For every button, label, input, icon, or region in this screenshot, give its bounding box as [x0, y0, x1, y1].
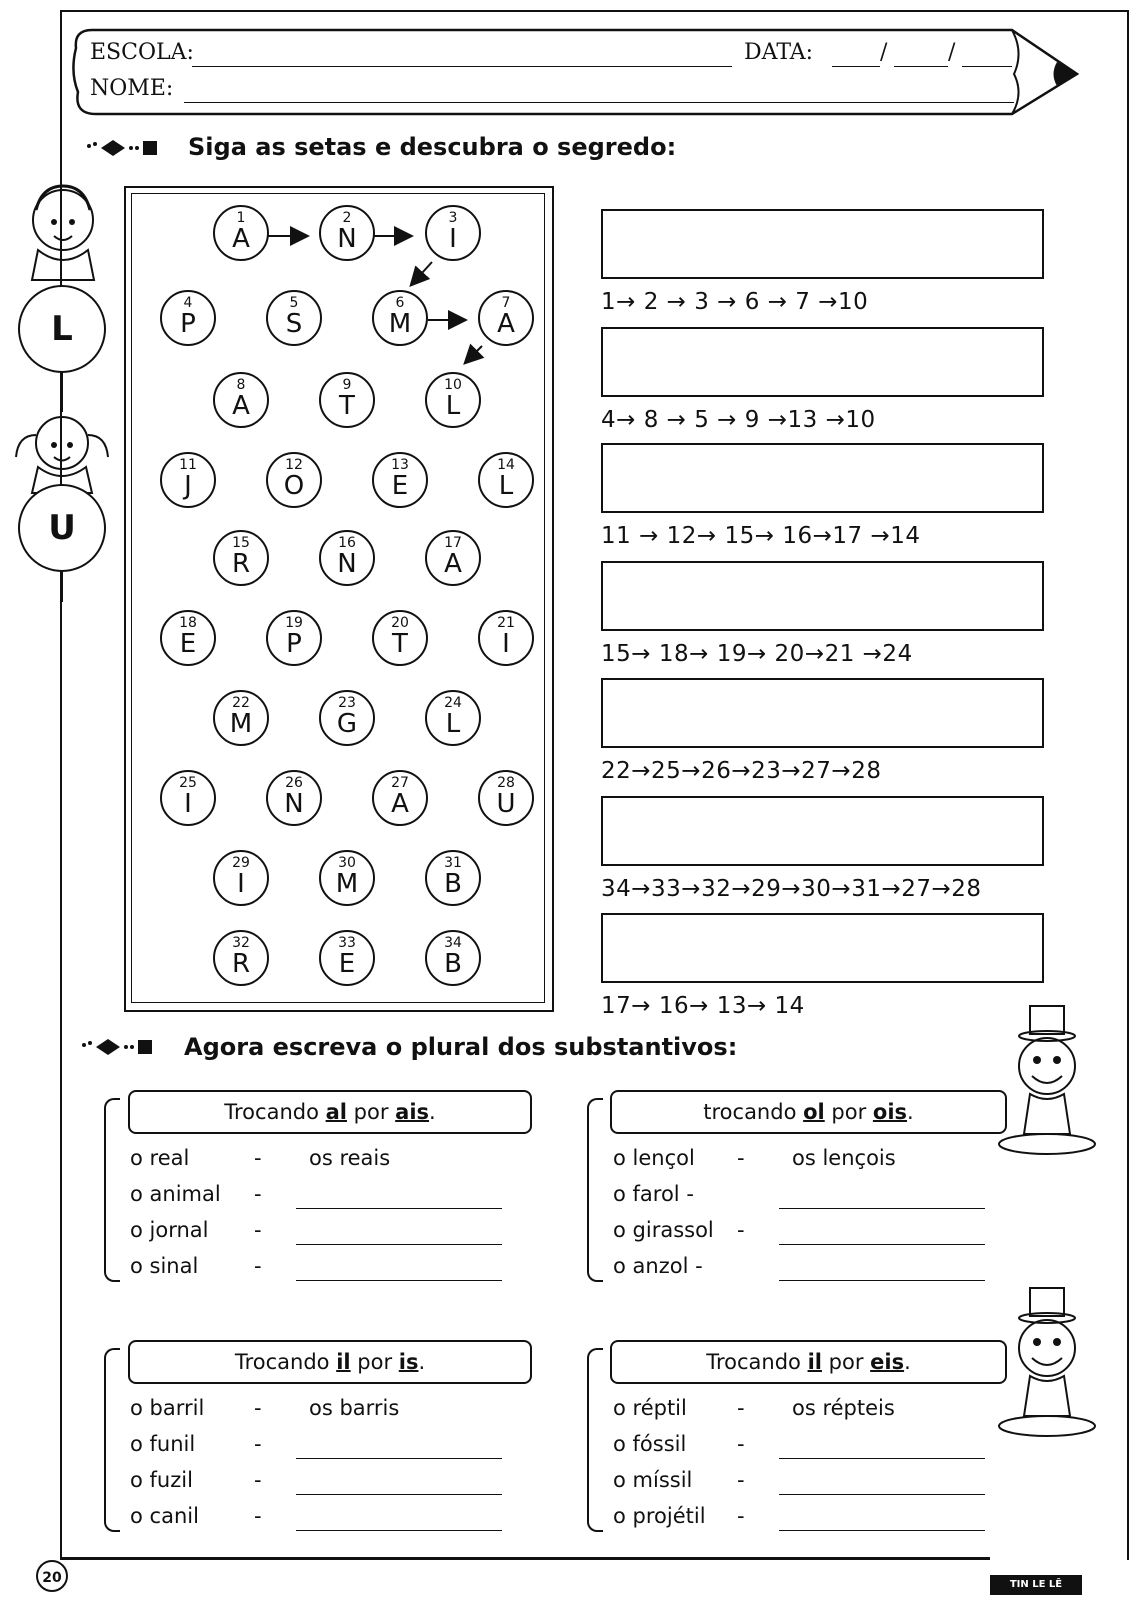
rule-post: .: [904, 1350, 911, 1374]
name-label: NOME:: [90, 76, 174, 101]
singular-word: o míssil: [613, 1468, 693, 1492]
monkey-illustration: [992, 1002, 1102, 1162]
row-dash: -: [737, 1146, 745, 1170]
singular-word: o réptil: [613, 1396, 687, 1420]
row-dash: -: [254, 1504, 262, 1528]
rule-label: [128, 1340, 532, 1384]
circle-letter: G: [336, 709, 358, 739]
circle-letter: N: [284, 789, 304, 819]
plural-blank-field[interactable]: [296, 1280, 502, 1281]
circle-letter: P: [286, 629, 302, 659]
circle-number: 33: [338, 935, 356, 951]
singular-word: o projétil: [613, 1504, 706, 1528]
rule-pre: Trocando: [234, 1350, 337, 1374]
circle-letter: T: [339, 391, 355, 421]
singular-word: o real: [130, 1146, 190, 1170]
arrow-sequence: 4→ 8 → 5 → 9 →13 →10: [601, 407, 876, 433]
singular-word: o funil: [130, 1432, 196, 1456]
exercise2-title: Agora escreva o plural dos substantivos:: [184, 1033, 738, 1061]
row-dash: -: [737, 1218, 745, 1242]
circle-number: 8: [236, 377, 246, 393]
rule-mid: por: [824, 1100, 873, 1124]
rule-label: [128, 1090, 532, 1134]
circle-letter: R: [231, 949, 251, 979]
circle-number: 6: [395, 295, 405, 311]
publisher-logo: TIN LE LÊ: [990, 1575, 1082, 1595]
exercise1-title: Siga as setas e descubra o segredo:: [188, 133, 677, 161]
row-dash: -: [737, 1396, 745, 1420]
circle-letter: S: [285, 309, 303, 339]
circle-number: 5: [289, 295, 299, 311]
circle-number: 7: [501, 295, 511, 311]
row-dash: -: [737, 1468, 745, 1492]
circle-letter: I: [449, 224, 457, 254]
circle-number: 22: [232, 695, 250, 711]
circle-letter: E: [179, 629, 197, 659]
singular-word: o anzol -: [613, 1254, 703, 1278]
circle-letter: M: [335, 869, 359, 899]
circle-number: 34: [444, 935, 462, 951]
answer-box[interactable]: [601, 443, 1044, 513]
rule-to: eis: [870, 1350, 905, 1374]
circle-number: 19: [285, 615, 303, 631]
circle-letter: N: [337, 224, 357, 254]
circle-letter: J: [184, 471, 192, 501]
circle-number: 12: [285, 457, 303, 473]
rule-from: il: [336, 1350, 351, 1374]
row-dash: -: [737, 1504, 745, 1528]
plural-blank-field[interactable]: [296, 1494, 502, 1495]
side-letter-u: U: [18, 484, 106, 572]
circle-letter: I: [184, 789, 192, 819]
plural-blank-field[interactable]: [779, 1530, 985, 1531]
rule-post: .: [418, 1350, 426, 1374]
arrow-sequence: 34→33→32→29→30→31→27→28: [601, 876, 982, 902]
circle-letter: M: [229, 709, 253, 739]
arrow-sequence: 17→ 16→ 13→ 14: [601, 993, 805, 1019]
circle-number: 2: [342, 210, 352, 226]
singular-word: o barril: [130, 1396, 205, 1420]
rule-to: is: [398, 1350, 419, 1374]
plural-blank-field[interactable]: [296, 1244, 502, 1245]
circle-number: 27: [391, 775, 409, 791]
answer-box[interactable]: [601, 796, 1044, 866]
circle-letter: A: [391, 789, 409, 819]
circle-number: 9: [342, 377, 352, 393]
circle-letter: B: [444, 949, 462, 979]
plural-blank-field[interactable]: [779, 1494, 985, 1495]
school-label: ESCOLA:: [90, 40, 194, 65]
singular-word: o lençol: [613, 1146, 695, 1170]
rule-mid: por: [346, 1100, 396, 1124]
plural-blank-field[interactable]: [779, 1244, 985, 1245]
circle-letter: E: [391, 471, 409, 501]
circle-number: 16: [338, 535, 356, 551]
group-bracket: [587, 1098, 603, 1282]
answer-box[interactable]: [601, 209, 1044, 279]
rule-post: .: [429, 1100, 436, 1124]
arrow-sequence: 11 → 12→ 15→ 16→17 →14: [601, 523, 921, 549]
plural-blank-field[interactable]: [779, 1208, 985, 1209]
circle-number: 1: [236, 210, 246, 226]
circle-number: 32: [232, 935, 250, 951]
circle-letter: L: [498, 471, 514, 501]
group-bracket: [104, 1098, 120, 1282]
arrow-sequence: 15→ 18→ 19→ 20→21 →24: [601, 641, 913, 667]
circle-number: 20: [391, 615, 409, 631]
circle-letter: N: [337, 549, 357, 579]
date-label: DATA:: [744, 40, 814, 65]
circle-letter: L: [445, 391, 461, 421]
circle-letter: U: [496, 789, 516, 819]
circle-number: 29: [232, 855, 250, 871]
rule-pre: trocando: [703, 1100, 804, 1124]
circle-number: 30: [338, 855, 356, 871]
group-bracket: [104, 1348, 120, 1532]
rule-from: ol: [803, 1100, 825, 1124]
rule-mid: por: [821, 1350, 871, 1374]
row-dash: -: [254, 1146, 262, 1170]
plural-answer: os lençois: [792, 1146, 896, 1170]
section-bullet-icon: [80, 1035, 160, 1059]
circle-number: 18: [179, 615, 197, 631]
singular-word: o sinal: [130, 1254, 199, 1278]
circle-letter: I: [237, 869, 245, 899]
circle-number: 23: [338, 695, 356, 711]
circle-letter: P: [180, 309, 196, 339]
rule-pre: Trocando: [706, 1350, 808, 1374]
rule-to: ois: [872, 1100, 908, 1124]
circle-number: 17: [444, 535, 462, 551]
circle-number: 21: [497, 615, 515, 631]
date-separator: /: [948, 40, 956, 65]
circle-letter: L: [445, 709, 461, 739]
circle-number: 14: [497, 457, 515, 473]
row-dash: -: [254, 1468, 262, 1492]
rule-from: al: [325, 1100, 347, 1124]
singular-word: o farol -: [613, 1182, 694, 1206]
plural-blank-field[interactable]: [779, 1458, 985, 1459]
answer-box[interactable]: [601, 678, 1044, 748]
rule-from: il: [807, 1350, 822, 1374]
plural-blank-field[interactable]: [296, 1208, 502, 1209]
plural-answer: os répteis: [792, 1396, 895, 1420]
circle-letter: T: [392, 629, 408, 659]
rule-pre: Trocando: [224, 1100, 326, 1124]
circle-number: 13: [391, 457, 409, 473]
circle-number: 15: [232, 535, 250, 551]
rule-label: [610, 1340, 1007, 1384]
plural-blank-field[interactable]: [296, 1458, 502, 1459]
rule-to: ais: [395, 1100, 430, 1124]
circle-number: 26: [285, 775, 303, 791]
page-number: 20: [36, 1560, 68, 1592]
answer-box[interactable]: [601, 327, 1044, 397]
answer-box[interactable]: [601, 913, 1044, 983]
circle-number: 10: [444, 377, 462, 393]
circle-number: 11: [179, 457, 197, 473]
singular-word: o girassol: [613, 1218, 714, 1242]
plural-blank-field[interactable]: [296, 1530, 502, 1531]
plural-blank-field[interactable]: [779, 1280, 985, 1281]
circle-letter: R: [231, 549, 251, 579]
circle-number: 31: [444, 855, 462, 871]
singular-word: o jornal: [130, 1218, 209, 1242]
plural-answer: os barris: [309, 1396, 400, 1420]
date-separator: /: [880, 40, 888, 65]
arrow-sequence: 1→ 2 → 3 → 6 → 7 →10: [601, 289, 869, 315]
group-bracket: [587, 1348, 603, 1532]
answer-box[interactable]: [601, 561, 1044, 631]
circle-letter: A: [444, 549, 462, 579]
singular-word: o fuzil: [130, 1468, 193, 1492]
circle-number: 25: [179, 775, 197, 791]
circle-letter: E: [338, 949, 356, 979]
plural-answer: os reais: [309, 1146, 391, 1170]
circle-letter: A: [232, 391, 250, 421]
rule-post: .: [907, 1100, 914, 1124]
circle-number: 4: [183, 295, 193, 311]
singular-word: o animal: [130, 1182, 221, 1206]
singular-word: o canil: [130, 1504, 199, 1528]
row-dash: -: [737, 1432, 745, 1456]
singular-word: o fóssil: [613, 1432, 687, 1456]
row-dash: -: [254, 1218, 262, 1242]
circle-letter: M: [388, 309, 412, 339]
circle-number: 3: [448, 210, 458, 226]
circle-number: 28: [497, 775, 515, 791]
arrow-sequence: 22→25→26→23→27→28: [601, 758, 882, 784]
row-dash: -: [254, 1432, 262, 1456]
circle-letter: I: [502, 629, 510, 659]
row-dash: -: [254, 1182, 262, 1206]
monkey-illustration: [992, 1284, 1102, 1444]
circle-letter: A: [232, 224, 250, 254]
row-dash: -: [254, 1396, 262, 1420]
side-letter-l: L: [18, 285, 106, 373]
rule-mid: por: [350, 1350, 399, 1374]
circle-number: 24: [444, 695, 462, 711]
circle-letter: O: [283, 471, 305, 501]
rule-label: [610, 1090, 1007, 1134]
circle-letter: B: [444, 869, 462, 899]
row-dash: -: [254, 1254, 262, 1278]
circle-letter: A: [497, 309, 515, 339]
